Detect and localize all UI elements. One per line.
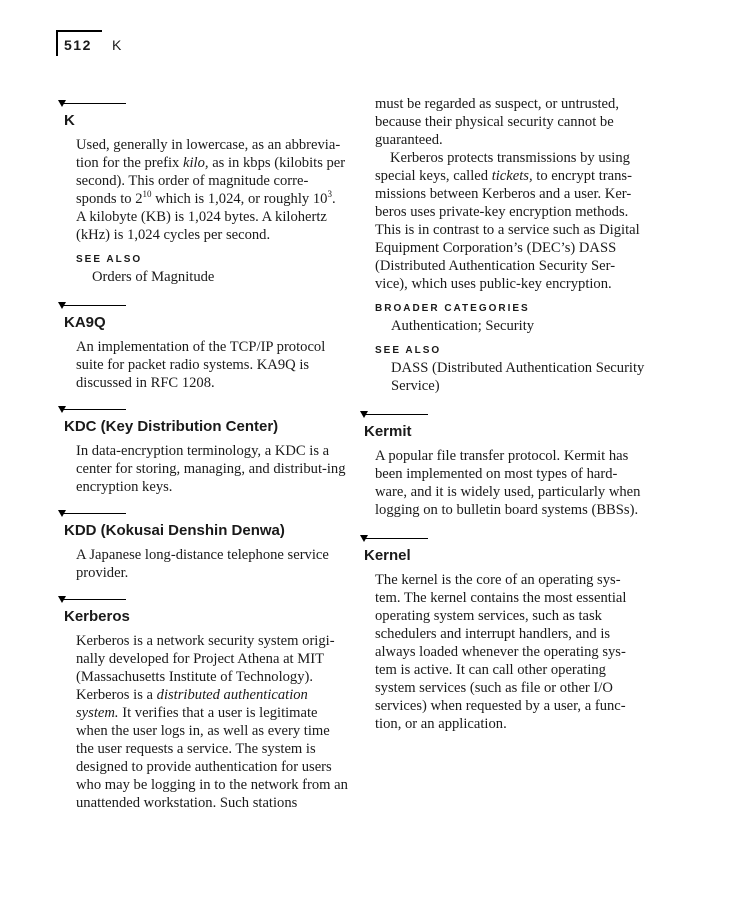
broader-categories-ref: Authentication; Security	[391, 318, 535, 334]
entry-k	[58, 100, 348, 286]
entry-term: KDC (Key Distribution Center)	[64, 418, 279, 435]
entry-definition: Kerberos is a network security system origi-nally developed for Project Athena at MIT (Massachusetts Institute of Technology). Kerberos is a distributed authentication system. It verifies that a user is legitimate when the user logs in, as well as every time the user requests a service. The system is designed to provide authentication for users who may be logging in to the network from an unattended workstation. Such stations	[76, 633, 348, 811]
entry-definition: The kernel is the core of an operating sys-tem. The kernel contains the most essential operating system services, such as task schedulers and interrupt handlers, and is always loaded whenever the operating sys-tem is active. It can call other operating system services (such as file or other I/O services) when requested by a user, a func-tion, or an application.	[375, 572, 627, 732]
see-also-ref: Orders of Magnitude	[92, 269, 215, 285]
entry-kdc	[58, 406, 348, 496]
entry-marker	[58, 302, 128, 312]
entry-marker	[360, 535, 430, 545]
entry-kernel	[360, 535, 645, 733]
entry-ka9q	[58, 302, 348, 392]
entry-term: Kermit	[364, 423, 412, 440]
entry-marker	[58, 100, 128, 110]
entry-kerberos-continued	[360, 95, 645, 395]
entry-term: Kernel	[364, 547, 411, 564]
see-also-label: SEE ALSO	[375, 345, 442, 356]
entry-definition: must be regarded as suspect, or untrusted, because their physical security cannot be guaranteed. Kerberos protects transmissions by using special keys, called tickets, to encrypt trans-missions between Kerberos and a user. Ker-beros uses private-key encryption methods. This is in contrast to a service such as Digital Equipment Corporation’s (DEC’s) DASS (Distributed Authentication Security Ser-vice), which uses public-key encryption.	[375, 96, 640, 292]
header-rule-horizontal	[56, 30, 102, 32]
entry-definition: Used, generally in lowercase, as an abbrevia-tion for the prefix kilo, as in kbps (kilobits per second). This order of magnitude corre-sponds to $2^{10}$ which is 1,024, or roughly $10^3$. A kilobyte (KB) is 1,024 bytes. A kilohertz (kHz) is 1,024 cycles per second.	[76, 137, 346, 243]
entry-marker	[58, 510, 128, 520]
entry-marker	[58, 406, 128, 416]
left-column	[58, 100, 348, 812]
header-rule-vertical	[56, 30, 58, 56]
entry-kdd	[58, 510, 348, 582]
entry-definition: A popular file transfer protocol. Kermit has been implemented on most types of hard-ware, and it is widely used, particularly when logging on to bulletin board systems (BBSs).	[375, 448, 641, 518]
entry-marker	[360, 411, 430, 421]
entry-term: K	[64, 112, 75, 129]
entry-definition: A Japanese long-distance telephone service provider.	[76, 547, 329, 581]
entry-marker	[58, 596, 128, 606]
running-head: K	[112, 37, 122, 53]
entry-term: KDD (Kokusai Denshin Denwa)	[64, 522, 285, 539]
right-column	[360, 95, 645, 733]
entry-kerberos	[58, 596, 348, 812]
entry-term: KA9Q	[64, 314, 106, 331]
see-also-ref: DASS (Distributed Authentication Security Service)	[391, 360, 645, 394]
entry-kermit	[360, 411, 645, 519]
broader-categories-label: BROADER CATEGORIES	[375, 303, 530, 314]
entry-term: Kerberos	[64, 608, 130, 625]
entry-definition: In data-encryption terminology, a KDC is a center for storing, managing, and distribut-ing encryption keys.	[76, 443, 346, 495]
page-number: 512	[64, 37, 92, 53]
see-also-label: SEE ALSO	[76, 254, 143, 265]
entry-definition: An implementation of the TCP/IP protocol suite for packet radio systems. KA9Q is discussed in RFC 1208.	[76, 339, 326, 391]
